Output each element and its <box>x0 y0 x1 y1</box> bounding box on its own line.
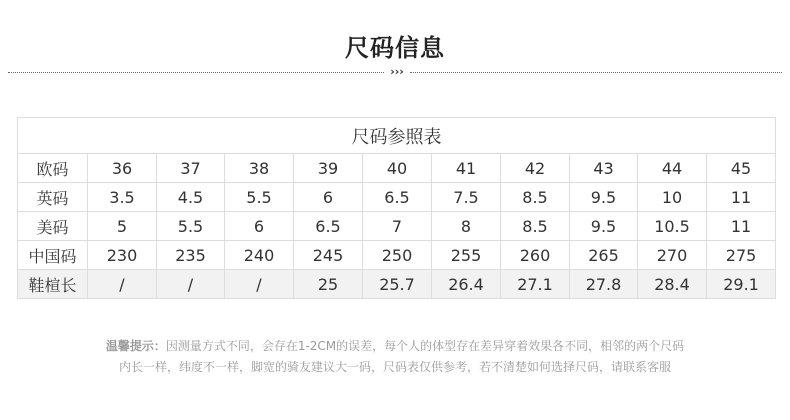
table-cell: 5 <box>88 212 157 241</box>
row-label: 英码 <box>18 183 88 212</box>
table-cell: 36 <box>88 154 157 183</box>
table-cell: 270 <box>638 241 707 270</box>
table-cell: / <box>157 270 225 299</box>
table-cell: 5.5 <box>225 183 294 212</box>
table-cell: 8.5 <box>501 183 570 212</box>
table-cell: 27.8 <box>570 270 638 299</box>
table-cell: 9.5 <box>570 183 638 212</box>
table-cell: 10.5 <box>638 212 707 241</box>
table-cell: 260 <box>501 241 570 270</box>
table-row-eu <box>18 154 776 183</box>
table-cell: 7.5 <box>432 183 501 212</box>
tip-note-line-1 <box>0 337 790 355</box>
chevron-right-icon: ››› <box>390 65 404 78</box>
table-cell: 245 <box>294 241 363 270</box>
table-caption-row <box>18 118 776 154</box>
table-cell: 44 <box>638 154 707 183</box>
table-cell: 275 <box>707 241 776 270</box>
table-cell: 3.5 <box>88 183 157 212</box>
table-cell: 37 <box>157 154 225 183</box>
row-label: 鞋楦长 <box>18 270 88 299</box>
table-cell: 29.1 <box>707 270 776 299</box>
section-title: 尺码信息 <box>345 34 445 62</box>
table-row-us <box>18 212 776 241</box>
table-cell: 25 <box>294 270 363 299</box>
table-cell: 11 <box>707 183 776 212</box>
table-cell: 38 <box>225 154 294 183</box>
table-caption: 尺码参照表 <box>18 118 776 154</box>
tip-prefix: 温馨提示： <box>105 339 166 353</box>
table-row-uk <box>18 183 776 212</box>
table-cell: 11 <box>707 212 776 241</box>
table-cell: / <box>225 270 294 299</box>
tip-note-line-2: 内长一样，纬度不一样，脚宽的骑友建议大一码，尺码表仅供参考，若不清楚如何选择尺码，请联系客服 <box>118 360 671 374</box>
table-cell: 27.1 <box>501 270 570 299</box>
table-cell: 26.4 <box>432 270 501 299</box>
table-cell: 40 <box>363 154 432 183</box>
table-cell: 25.7 <box>363 270 432 299</box>
row-label: 欧码 <box>18 154 88 183</box>
table-cell: 6.5 <box>294 212 363 241</box>
table-cell: 28.4 <box>638 270 707 299</box>
table-cell: 5.5 <box>157 212 225 241</box>
table-cell: 230 <box>88 241 157 270</box>
table-row-cn <box>18 241 776 270</box>
table-cell: 4.5 <box>157 183 225 212</box>
table-cell: / <box>88 270 157 299</box>
table-cell: 42 <box>501 154 570 183</box>
table-cell: 6.5 <box>363 183 432 212</box>
table-cell: 6 <box>225 212 294 241</box>
table-cell: 43 <box>570 154 638 183</box>
table-cell: 250 <box>363 241 432 270</box>
table-cell: 8 <box>432 212 501 241</box>
divider-left <box>8 72 384 73</box>
row-label: 中国码 <box>18 241 88 270</box>
table-cell: 265 <box>570 241 638 270</box>
table-cell: 45 <box>707 154 776 183</box>
table-cell: 39 <box>294 154 363 183</box>
table-cell: 6 <box>294 183 363 212</box>
table-cell: 8.5 <box>501 212 570 241</box>
row-label: 美码 <box>18 212 88 241</box>
table-row-last-length <box>18 270 776 299</box>
table-cell: 240 <box>225 241 294 270</box>
divider-right <box>410 72 782 73</box>
table-cell: 9.5 <box>570 212 638 241</box>
size-chart-table <box>17 117 776 299</box>
table-cell: 235 <box>157 241 225 270</box>
table-cell: 10 <box>638 183 707 212</box>
table-cell: 41 <box>432 154 501 183</box>
tip-text-1: 因测量方式不同，会存在1-2CM的误差，每个人的体型存在差异穿着效果各不同，相邻的两个尺码 <box>165 339 685 353</box>
table-cell: 255 <box>432 241 501 270</box>
table-cell: 7 <box>363 212 432 241</box>
